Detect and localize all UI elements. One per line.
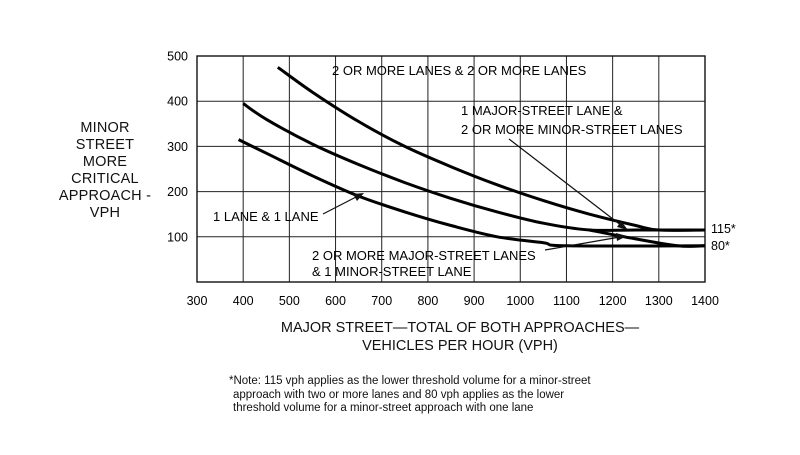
y-tick-label: 200 [167,185,188,200]
y-axis-label-line: APPROACH - [58,188,152,204]
x-tick-label: 400 [232,294,254,308]
footnote-line: threshold volume for a minor-street approach with one lane [233,402,534,414]
y-tick-label: 300 [167,139,188,154]
x-axis-label-line: VEHICLES PER HOUR (VPH) [362,338,558,354]
y-axis-label [40,120,170,222]
x-tick-label: 1400 [691,294,719,308]
x-axis-label-line: MAJOR STREET—TOTAL OF BOTH APPROACHES— [280,320,640,336]
marker-115: 115* [711,222,736,236]
x-tick-label: 600 [325,294,346,308]
arrow-1-lane-1-lane [323,196,358,214]
x-tick-label: 1100 [553,294,580,308]
y-axis-label-line: MINOR [80,120,130,136]
x-tick-label: 800 [417,294,439,308]
arrow-1-major-lane [509,139,622,226]
series-line-3 [590,230,706,246]
label-1-major-lane-line2: 2 OR MORE MINOR-STREET LANES [461,122,683,137]
footnote [229,375,649,416]
x-tick-label: 1200 [598,294,627,308]
marker-80: 80* [711,239,730,253]
y-tick-label: 100 [167,230,188,245]
x-tick-label: 1000 [506,294,535,308]
label-1-lane-1-lane: 1 LANE & 1 LANE [213,209,319,224]
x-tick-label: 300 [186,294,208,308]
label-1-major-lane-line1: 1 MAJOR-STREET LANE & [461,103,623,118]
footnote-line: approach with two or more lanes and 80 vph applies as the lower [233,388,565,401]
arrow-2-or-more-major [545,237,620,250]
y-axis-label-line: MORE [82,154,128,170]
y-tick-label: 500 [167,49,188,64]
series-line-0 [278,67,705,230]
x-tick-label: 900 [463,294,485,308]
label-2-or-more-major-line2: & 1 MINOR-STREET LANE [312,264,472,279]
x-tick-label: 700 [371,294,393,308]
footnote-line: *Note: 115 vph applies as the lower threshold volume for a minor-street [229,375,591,387]
y-tick-label: 400 [167,94,188,109]
label-2-or-more-major-line1: 2 OR MORE MAJOR-STREET LANES [312,248,536,263]
x-tick-label: 1300 [644,294,673,308]
x-tick-label: 500 [278,294,300,308]
label-2-or-more-lanes: 2 OR MORE LANES & 2 OR MORE LANES [332,63,587,78]
x-axis-label [180,319,740,355]
y-axis-label-line: VPH [89,205,121,221]
y-axis-label-line: CRITICAL [71,171,139,187]
y-axis-label-line: STREET [75,137,135,153]
